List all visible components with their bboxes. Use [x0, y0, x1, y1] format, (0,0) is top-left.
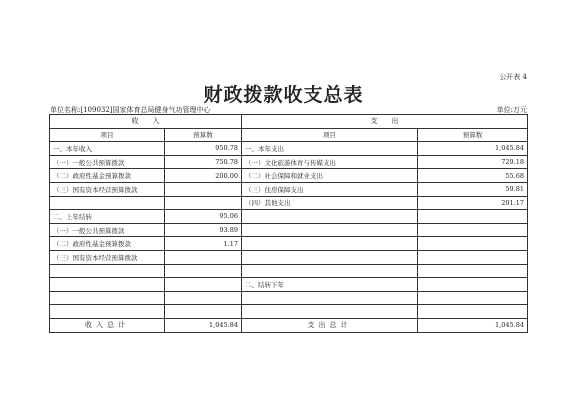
income-value-cell: 93.89	[165, 223, 242, 237]
expense-value-cell	[418, 250, 528, 264]
income-item-cell	[50, 196, 165, 210]
expense-section-header: 支 出	[242, 115, 528, 129]
expense-value-cell: 1,045.84	[418, 142, 528, 156]
page-title: 财政拨款收支总表	[203, 84, 364, 106]
unit-name-label: 单位名称:[109032]国家体育总局健身气功管理中心	[50, 106, 211, 114]
fiscal-summary-table	[49, 114, 528, 333]
income-value-cell: 200.00	[165, 169, 242, 183]
expense-item-cell: （一）文化旅游体育与传媒支出	[242, 155, 418, 169]
table-row	[50, 278, 528, 292]
income-item-cell	[50, 291, 165, 305]
income-total-value: 1,045.84	[165, 318, 242, 332]
table-row	[50, 291, 528, 305]
expense-item-cell: （二）社会保障和就业支出	[242, 169, 418, 183]
income-value-cell: 750.78	[165, 155, 242, 169]
expense-item-cell	[242, 223, 418, 237]
income-item-cell: 一、本年收入	[50, 142, 165, 156]
table-row	[50, 250, 528, 264]
income-item-cell	[50, 305, 165, 319]
form-number: 公开表 4	[499, 73, 527, 81]
expense-item-cell	[242, 250, 418, 264]
expense-item-cell	[242, 291, 418, 305]
table-row	[50, 210, 528, 224]
income-item-cell: （一）一般公共预算拨款	[50, 223, 165, 237]
table-row	[50, 142, 528, 156]
expense-item-cell: （三）住房保障支出	[242, 182, 418, 196]
expense-item-cell: （四）其他支出	[242, 196, 418, 210]
income-value-cell: 950.78	[165, 142, 242, 156]
expense-total-label: 支出总计	[242, 318, 418, 332]
income-item-cell: （二）政府性基金预算拨款	[50, 169, 165, 183]
income-value-cell	[165, 305, 242, 319]
expense-value-cell	[418, 305, 528, 319]
expense-item-header: 项目	[242, 128, 418, 142]
currency-unit-label: 单位:万元	[496, 106, 527, 114]
expense-budget-header: 预算数	[418, 128, 528, 142]
income-section-header: 收 入	[50, 115, 242, 129]
income-item-header: 项目	[50, 128, 165, 142]
expense-value-cell: 201.17	[418, 196, 528, 210]
table-row	[50, 169, 528, 183]
income-value-cell	[165, 196, 242, 210]
income-item-cell: （三）国有资本经营预算拨款	[50, 182, 165, 196]
income-value-cell	[165, 278, 242, 292]
table-row	[50, 223, 528, 237]
income-value-cell	[165, 264, 242, 278]
column-header-row	[50, 128, 528, 142]
expense-value-cell: 59.81	[418, 182, 528, 196]
expense-item-cell	[242, 264, 418, 278]
income-value-cell	[165, 250, 242, 264]
table-row	[50, 196, 528, 210]
expense-value-cell	[418, 278, 528, 292]
expense-value-cell	[418, 223, 528, 237]
expense-value-cell	[418, 237, 528, 251]
total-row	[50, 318, 528, 332]
expense-value-cell	[418, 210, 528, 224]
income-item-cell	[50, 278, 165, 292]
table-row	[50, 155, 528, 169]
table-row	[50, 305, 528, 319]
expense-item-cell: 二、结转下年	[242, 278, 418, 292]
table-row	[50, 237, 528, 251]
income-value-cell: 95.06	[165, 210, 242, 224]
expense-total-value: 1,045.84	[418, 318, 528, 332]
income-item-cell: （一）一般公共预算拨款	[50, 155, 165, 169]
income-budget-header: 预算数	[165, 128, 242, 142]
income-item-cell: （二）政府性基金预算拨款	[50, 237, 165, 251]
expense-value-cell	[418, 264, 528, 278]
expense-item-cell	[242, 237, 418, 251]
expense-item-cell	[242, 210, 418, 224]
income-value-cell	[165, 182, 242, 196]
income-item-cell: 二、上年结转	[50, 210, 165, 224]
section-header-row	[50, 115, 528, 129]
income-item-cell: （三）国有资本经营预算拨款	[50, 250, 165, 264]
income-total-label: 收入总计	[50, 318, 165, 332]
expense-value-cell: 55.68	[418, 169, 528, 183]
expense-item-cell	[242, 305, 418, 319]
income-value-cell	[165, 291, 242, 305]
expense-value-cell: 729.18	[418, 155, 528, 169]
income-value-cell: 1.17	[165, 237, 242, 251]
table-row	[50, 264, 528, 278]
income-item-cell	[50, 264, 165, 278]
expense-value-cell	[418, 291, 528, 305]
expense-item-cell: 一、本年支出	[242, 142, 418, 156]
table-row	[50, 182, 528, 196]
